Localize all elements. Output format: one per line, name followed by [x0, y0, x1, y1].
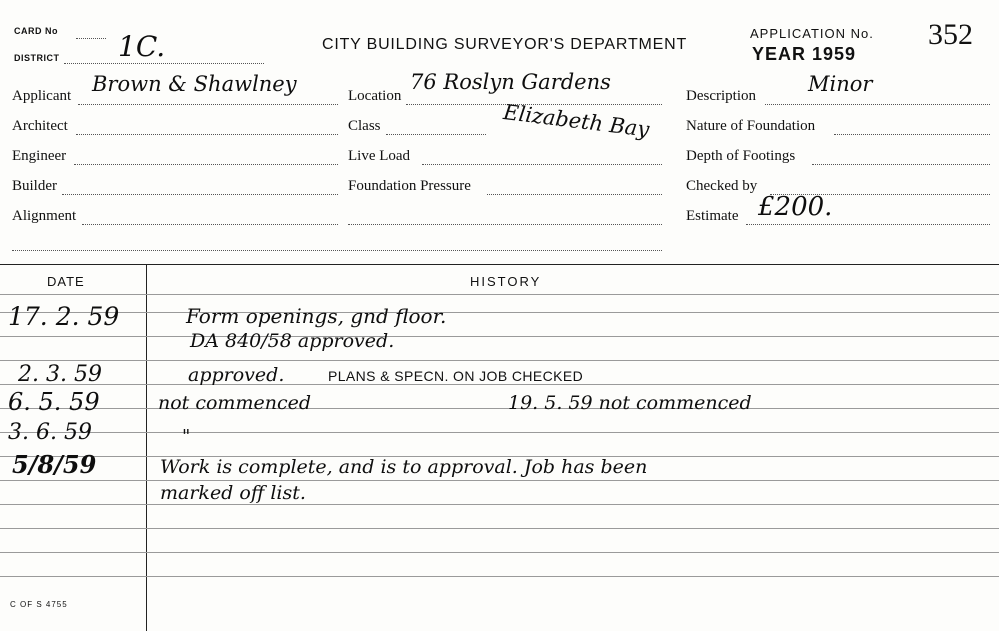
history-date: 6. 5. 59 [8, 388, 100, 416]
nature-of-foundation-label: Nature of Foundation [686, 118, 816, 134]
live-load-label: Live Load [348, 148, 411, 164]
date-header: DATE [47, 274, 85, 289]
department-title: CITY BUILDING SURVEYOR'S DEPARTMENT [322, 36, 688, 53]
table-top-rule [0, 264, 999, 265]
engineer-label: Engineer [12, 148, 67, 164]
history-date: 2. 3. 59 [18, 362, 102, 387]
history-text: Form openings, gnd floor. [186, 304, 447, 328]
alignment-label: Alignment [12, 208, 77, 224]
year-label: YEAR 1959 [752, 44, 857, 64]
history-text-secondary: 19. 5. 59 not commenced [508, 392, 752, 414]
architect-label: Architect [12, 118, 68, 134]
checked-by-label: Checked by [686, 178, 758, 194]
applicant-value: Brown & Shawlney [92, 72, 297, 96]
history-text: Work is complete, and is to approval. Job has been [160, 456, 648, 478]
history-text: not commenced [158, 392, 311, 414]
history-text: marked off list. [160, 482, 306, 504]
checked-stamp: PLANS & SPECN. ON JOB CHECKED [328, 368, 584, 384]
depth-of-footings-label: Depth of Footings [686, 148, 796, 164]
form-code: C OF S 4755 [10, 600, 68, 609]
history-date: 17. 2. 59 [8, 302, 120, 331]
estimate-value: £200. [758, 192, 833, 222]
class-label: Class [348, 118, 381, 134]
application-label: APPLICATION No. [750, 26, 874, 41]
foundation-pressure-label: Foundation Pressure [348, 178, 471, 194]
location-suburb: Elizabeth Bay [502, 100, 651, 142]
history-text: DA 840/58 approved. [190, 330, 395, 352]
builder-label: Builder [12, 178, 57, 194]
district-value: 1C. [118, 30, 166, 63]
history-date: 3. 6. 59 [8, 420, 92, 445]
history-text: " [182, 426, 191, 447]
description-label: Description [686, 88, 756, 104]
description-value: Minor [808, 72, 873, 96]
history-date: 5/8/59 [12, 450, 97, 479]
estimate-label: Estimate [686, 208, 739, 224]
district-label: DISTRICT [14, 53, 60, 63]
location-value: 76 Roslyn Gardens [410, 70, 611, 94]
application-number: 352 [928, 18, 973, 51]
location-label: Location [348, 88, 402, 104]
card-no-label: CARD No [14, 26, 58, 36]
history-text: approved. [188, 364, 285, 386]
history-header: HISTORY [470, 274, 542, 289]
applicant-label: Applicant [12, 88, 72, 104]
